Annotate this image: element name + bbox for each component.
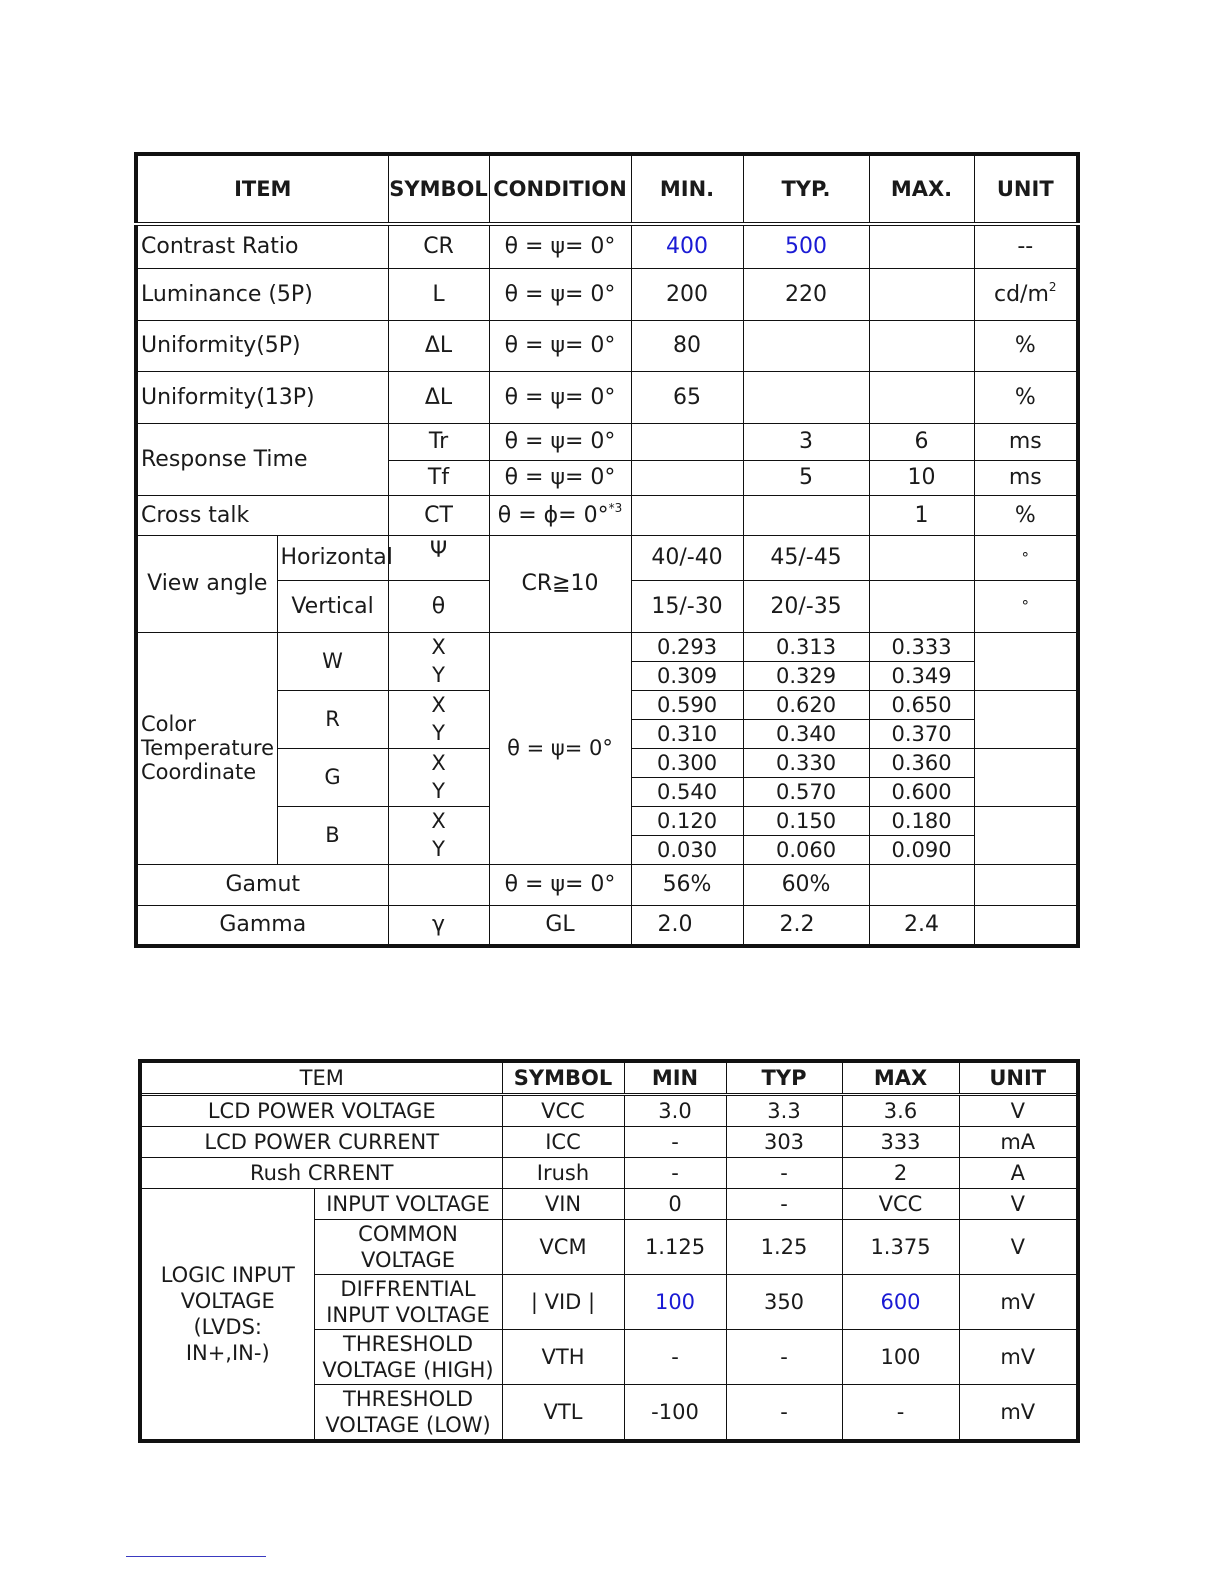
min-cell: 100 (624, 1275, 726, 1330)
symbol-cell: CT (388, 495, 489, 535)
condition-cell: θ = ψ= 0° (489, 632, 631, 864)
subitem-line: VOLTAGE (HIGH) (322, 1358, 494, 1382)
symbol-cell: | VID | (502, 1275, 624, 1330)
max-cell: 0.349 (869, 661, 974, 690)
typ-cell: 0.330 (743, 748, 869, 777)
min-cell: 0.590 (631, 690, 743, 719)
unit-cell (974, 748, 1078, 806)
symbol-cell: γ (388, 905, 489, 946)
symbol-cell: VIN (502, 1189, 624, 1220)
min-cell: 400 (631, 224, 743, 268)
symbol-cell (388, 864, 489, 905)
max-cell (869, 864, 974, 905)
optical-spec-table (134, 152, 1080, 948)
typ-cell: 20/-35 (743, 580, 869, 632)
unit-cell: mA (959, 1127, 1078, 1158)
header-symbol: SYMBOL (388, 154, 489, 224)
typ-cell: - (726, 1385, 842, 1442)
min-cell: 80 (631, 320, 743, 371)
unit-cell: ° (974, 580, 1078, 632)
min-cell: 40/-40 (631, 535, 743, 580)
min-cell: 15/-30 (631, 580, 743, 632)
max-cell: - (842, 1385, 959, 1442)
header-unit: UNIT (959, 1061, 1078, 1095)
item-line: Temperature (141, 736, 275, 760)
unit-text: cd/m (993, 281, 1049, 307)
group-line: (LVDS: (193, 1315, 263, 1339)
unit-cell: -- (974, 224, 1078, 268)
condition-cell: θ = ψ= 0° (489, 320, 631, 371)
typ-cell: 0.150 (743, 806, 869, 835)
min-cell (631, 460, 743, 495)
header-symbol: SYMBOL (502, 1061, 624, 1095)
min-cell: - (624, 1127, 726, 1158)
min-cell (631, 495, 743, 535)
table-row (136, 371, 1078, 423)
max-cell (869, 580, 974, 632)
header-typ: TYP. (743, 154, 869, 224)
subitem-line: COMMON (358, 1222, 458, 1246)
subitem-cell (314, 1220, 502, 1275)
symbol-cell: VCM (502, 1220, 624, 1275)
condition-cell: θ = ψ= 0° (489, 460, 631, 495)
unit-cell (974, 632, 1078, 690)
max-cell: 0.180 (869, 806, 974, 835)
item-cell: Gamut (136, 864, 388, 905)
subitem-line: THRESHOLD (343, 1387, 473, 1411)
unit-cell (974, 268, 1078, 320)
header-condition: CONDITION (489, 154, 631, 224)
header-item: TEM (140, 1061, 502, 1095)
table-row (140, 1158, 1078, 1189)
header-max: MAX (842, 1061, 959, 1095)
typ-cell: 45/-45 (743, 535, 869, 580)
symbol-cell: Irush (502, 1158, 624, 1189)
item-line: Coordinate (141, 760, 257, 784)
unit-cell: ms (974, 423, 1078, 460)
item-cell: Rush CRRENT (140, 1158, 502, 1189)
max-cell: 600 (842, 1275, 959, 1330)
max-cell (869, 320, 974, 371)
typ-cell: 5 (743, 460, 869, 495)
typ-cell: 60% (743, 864, 869, 905)
unit-cell: mV (959, 1275, 1078, 1330)
min-cell: - (624, 1330, 726, 1385)
condition-cell: θ = ψ= 0° (489, 371, 631, 423)
typ-cell: 0.340 (743, 719, 869, 748)
subitem-line: INPUT VOLTAGE (326, 1303, 490, 1327)
symbol-cell: CR (388, 224, 489, 268)
max-cell: VCC (842, 1189, 959, 1220)
typ-cell: 0.329 (743, 661, 869, 690)
typ-cell: - (726, 1189, 842, 1220)
condition-cell: θ = ψ= 0° (489, 864, 631, 905)
header-typ: TYP (726, 1061, 842, 1095)
table-row (136, 495, 1078, 535)
item-line: Color (141, 712, 196, 736)
min-cell: -100 (624, 1385, 726, 1442)
header-max: MAX. (869, 154, 974, 224)
item-cell: Uniformity(13P) (136, 371, 388, 423)
subitem-cell (314, 1330, 502, 1385)
item-cell: Uniformity(5P) (136, 320, 388, 371)
unit-cell: ms (974, 460, 1078, 495)
typ-cell (743, 495, 869, 535)
min-cell: 65 (631, 371, 743, 423)
condition-cell: CR≧10 (489, 535, 631, 632)
table-row (136, 224, 1078, 268)
min-cell: 2.0 (631, 905, 743, 946)
symbol-cell: Tr (388, 423, 489, 460)
symbol-cell: Ψ (388, 535, 489, 580)
min-cell: 200 (631, 268, 743, 320)
min-cell: 0.300 (631, 748, 743, 777)
max-cell: 0.360 (869, 748, 974, 777)
table-row (136, 320, 1078, 371)
min-cell: 0.309 (631, 661, 743, 690)
max-cell: 1.375 (842, 1220, 959, 1275)
subitem-cell: Horizontal (277, 535, 388, 580)
symbol-cell: Y (388, 835, 489, 864)
condition-text: θ = ϕ= 0° (497, 502, 609, 528)
typ-cell: 350 (726, 1275, 842, 1330)
group-line: IN+,IN-) (185, 1341, 270, 1365)
header-unit: UNIT (974, 154, 1078, 224)
min-cell: 1.125 (624, 1220, 726, 1275)
symbol-cell: ΔL (388, 371, 489, 423)
max-cell: 10 (869, 460, 974, 495)
unit-cell: V (959, 1220, 1078, 1275)
subitem-cell (314, 1275, 502, 1330)
table-header-row (140, 1061, 1078, 1095)
item-cell: Cross talk (136, 495, 388, 535)
header-min: MIN (624, 1061, 726, 1095)
symbol-cell: VTL (502, 1385, 624, 1442)
table-row (140, 1095, 1078, 1127)
max-cell: 3.6 (842, 1095, 959, 1127)
unit-cell: % (974, 495, 1078, 535)
max-cell (869, 371, 974, 423)
typ-cell: 0.570 (743, 777, 869, 806)
subitem-cell: W (277, 632, 388, 690)
min-cell (631, 423, 743, 460)
unit-cell: A (959, 1158, 1078, 1189)
symbol-cell: X (388, 806, 489, 835)
condition-cell: θ = ψ= 0° (489, 423, 631, 460)
typ-cell (743, 371, 869, 423)
subitem-line: VOLTAGE (360, 1248, 456, 1272)
min-cell: 56% (631, 864, 743, 905)
item-cell: Contrast Ratio (136, 224, 388, 268)
unit-superscript: 2 (1048, 279, 1057, 294)
min-cell: 0.310 (631, 719, 743, 748)
symbol-cell: Y (388, 719, 489, 748)
footnote-marker: *3 (608, 500, 623, 515)
unit-cell: V (959, 1189, 1078, 1220)
unit-cell: mV (959, 1330, 1078, 1385)
typ-cell: 0.313 (743, 632, 869, 661)
typ-cell: 303 (726, 1127, 842, 1158)
symbol-cell: Y (388, 661, 489, 690)
min-cell: 0 (624, 1189, 726, 1220)
max-cell (869, 268, 974, 320)
unit-cell (974, 690, 1078, 748)
typ-cell: 3 (743, 423, 869, 460)
min-cell: - (624, 1158, 726, 1189)
symbol-cell: Tf (388, 460, 489, 495)
subitem-cell: R (277, 690, 388, 748)
min-cell: 0.120 (631, 806, 743, 835)
subitem-cell: INPUT VOLTAGE (314, 1189, 502, 1220)
item-cell: Luminance (5P) (136, 268, 388, 320)
table-row (136, 864, 1078, 905)
table-row (136, 423, 1078, 460)
unit-cell: % (974, 320, 1078, 371)
symbol-cell: L (388, 268, 489, 320)
group-cell (140, 1189, 314, 1442)
subitem-line: THRESHOLD (343, 1332, 473, 1356)
typ-cell: - (726, 1158, 842, 1189)
typ-cell: 500 (743, 224, 869, 268)
unit-cell (974, 905, 1078, 946)
symbol-cell: Y (388, 777, 489, 806)
symbol-cell: VTH (502, 1330, 624, 1385)
symbol-cell: X (388, 632, 489, 661)
typ-cell: 220 (743, 268, 869, 320)
max-cell: 100 (842, 1330, 959, 1385)
item-cell: Gamma (136, 905, 388, 946)
typ-cell: 0.060 (743, 835, 869, 864)
symbol-cell: θ (388, 580, 489, 632)
subitem-cell (314, 1385, 502, 1442)
max-cell: 0.370 (869, 719, 974, 748)
table-header-row (136, 154, 1078, 224)
typ-cell: 2.2 (743, 905, 869, 946)
max-cell: 0.333 (869, 632, 974, 661)
max-cell: 2 (842, 1158, 959, 1189)
symbol-cell: X (388, 690, 489, 719)
subitem-line: DIFFRENTIAL (340, 1277, 476, 1301)
header-min: MIN. (631, 154, 743, 224)
unit-cell: % (974, 371, 1078, 423)
table-row (136, 535, 1078, 580)
table-row (136, 905, 1078, 946)
typ-cell: 0.620 (743, 690, 869, 719)
max-cell: 6 (869, 423, 974, 460)
condition-cell: θ = ψ= 0° (489, 268, 631, 320)
max-cell: 0.090 (869, 835, 974, 864)
typ-cell: - (726, 1330, 842, 1385)
min-cell: 3.0 (624, 1095, 726, 1127)
table-row (140, 1127, 1078, 1158)
min-cell: 0.030 (631, 835, 743, 864)
typ-cell: 3.3 (726, 1095, 842, 1127)
unit-cell: V (959, 1095, 1078, 1127)
typ-cell: 1.25 (726, 1220, 842, 1275)
item-cell (136, 632, 277, 864)
electrical-spec-table (138, 1059, 1080, 1443)
item-cell: View angle (136, 535, 277, 632)
condition-cell: θ = ψ= 0° (489, 224, 631, 268)
group-line: LOGIC INPUT (160, 1263, 295, 1287)
max-cell (869, 224, 974, 268)
unit-cell: ° (974, 535, 1078, 580)
header-item: ITEM (136, 154, 388, 224)
unit-cell (974, 806, 1078, 864)
max-cell: 0.650 (869, 690, 974, 719)
max-cell: 1 (869, 495, 974, 535)
condition-cell: GL (489, 905, 631, 946)
item-cell: LCD POWER CURRENT (140, 1127, 502, 1158)
subitem-line: VOLTAGE (LOW) (325, 1413, 491, 1437)
max-cell: 2.4 (869, 905, 974, 946)
item-cell: LCD POWER VOLTAGE (140, 1095, 502, 1127)
symbol-cell: ICC (502, 1127, 624, 1158)
subitem-cell: B (277, 806, 388, 864)
typ-cell (743, 320, 869, 371)
table-row (136, 268, 1078, 320)
unit-cell (974, 864, 1078, 905)
min-cell: 0.540 (631, 777, 743, 806)
min-cell: 0.293 (631, 632, 743, 661)
condition-cell (489, 495, 631, 535)
table-row (136, 632, 1078, 661)
footnote-rule (126, 1556, 266, 1557)
subitem-cell: G (277, 748, 388, 806)
max-cell: 333 (842, 1127, 959, 1158)
symbol-cell: VCC (502, 1095, 624, 1127)
unit-cell: mV (959, 1385, 1078, 1442)
table-row (140, 1189, 1078, 1220)
symbol-cell: ΔL (388, 320, 489, 371)
symbol-cell: X (388, 748, 489, 777)
max-cell: 0.600 (869, 777, 974, 806)
max-cell (869, 535, 974, 580)
group-line: VOLTAGE (180, 1289, 275, 1313)
item-cell: Response Time (136, 423, 388, 495)
subitem-cell: Vertical (277, 580, 388, 632)
